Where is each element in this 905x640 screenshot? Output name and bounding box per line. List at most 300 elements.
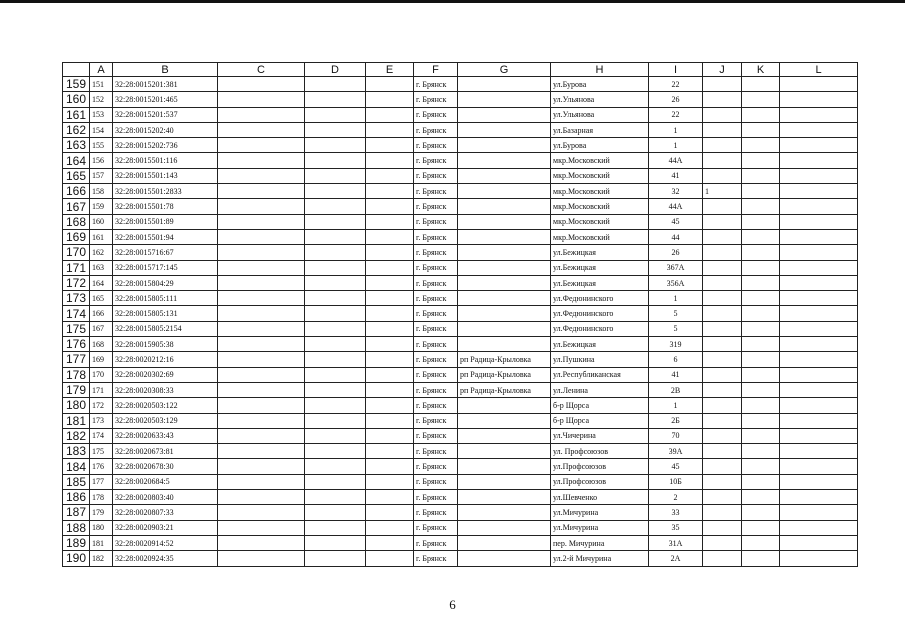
- cell-c[interactable]: [218, 275, 305, 290]
- cell-l[interactable]: [780, 199, 858, 214]
- cell-c[interactable]: [218, 122, 305, 137]
- row-number[interactable]: 185: [63, 474, 90, 489]
- cell-e[interactable]: [366, 382, 414, 397]
- cell-d[interactable]: [305, 321, 366, 336]
- cell-j[interactable]: [703, 382, 742, 397]
- cell-l[interactable]: [780, 275, 858, 290]
- cell-f[interactable]: г. Брянск: [414, 505, 458, 520]
- cell-g[interactable]: [458, 413, 551, 428]
- cell-l[interactable]: [780, 92, 858, 107]
- cell-g[interactable]: [458, 199, 551, 214]
- cell-f[interactable]: г. Брянск: [414, 138, 458, 153]
- row-number[interactable]: 161: [63, 107, 90, 122]
- cell-g[interactable]: [458, 535, 551, 550]
- cell-h[interactable]: б-р Щорса: [551, 398, 649, 413]
- cell-l[interactable]: [780, 229, 858, 244]
- cell-e[interactable]: [366, 245, 414, 260]
- cell-d[interactable]: [305, 77, 366, 92]
- cell-b[interactable]: 32:28:0015501:94: [113, 229, 218, 244]
- cell-e[interactable]: [366, 260, 414, 275]
- cell-a[interactable]: 163: [90, 260, 113, 275]
- cell-a[interactable]: 170: [90, 367, 113, 382]
- row-number[interactable]: 181: [63, 413, 90, 428]
- cell-j[interactable]: [703, 138, 742, 153]
- cell-e[interactable]: [366, 352, 414, 367]
- cell-l[interactable]: [780, 321, 858, 336]
- cell-j[interactable]: [703, 520, 742, 535]
- cell-c[interactable]: [218, 474, 305, 489]
- cell-a[interactable]: 153: [90, 107, 113, 122]
- cell-k[interactable]: [742, 92, 780, 107]
- cell-l[interactable]: [780, 245, 858, 260]
- cell-k[interactable]: [742, 245, 780, 260]
- cell-b[interactable]: 32:28:0020302:69: [113, 367, 218, 382]
- cell-c[interactable]: [218, 535, 305, 550]
- cell-k[interactable]: [742, 337, 780, 352]
- cell-k[interactable]: [742, 352, 780, 367]
- cell-k[interactable]: [742, 306, 780, 321]
- cell-k[interactable]: [742, 382, 780, 397]
- cell-b[interactable]: 32:28:0020924:35: [113, 551, 218, 566]
- cell-f[interactable]: г. Брянск: [414, 122, 458, 137]
- cell-i[interactable]: 45: [649, 214, 703, 229]
- cell-d[interactable]: [305, 306, 366, 321]
- row-number[interactable]: 166: [63, 184, 90, 199]
- column-header-f[interactable]: F: [414, 63, 458, 77]
- cell-k[interactable]: [742, 77, 780, 92]
- cell-f[interactable]: г. Брянск: [414, 260, 458, 275]
- cell-j[interactable]: [703, 428, 742, 443]
- cell-i[interactable]: 1: [649, 291, 703, 306]
- cell-g[interactable]: [458, 138, 551, 153]
- cell-a[interactable]: 157: [90, 168, 113, 183]
- cell-k[interactable]: [742, 122, 780, 137]
- cell-j[interactable]: [703, 168, 742, 183]
- cell-c[interactable]: [218, 153, 305, 168]
- cell-k[interactable]: [742, 474, 780, 489]
- cell-l[interactable]: [780, 520, 858, 535]
- cell-i[interactable]: 44А: [649, 199, 703, 214]
- cell-j[interactable]: [703, 107, 742, 122]
- row-number[interactable]: 160: [63, 92, 90, 107]
- cell-d[interactable]: [305, 428, 366, 443]
- cell-f[interactable]: г. Брянск: [414, 245, 458, 260]
- cell-b[interactable]: 32:28:0015804:29: [113, 275, 218, 290]
- cell-f[interactable]: г. Брянск: [414, 428, 458, 443]
- cell-a[interactable]: 169: [90, 352, 113, 367]
- cell-b[interactable]: 32:28:0020803:40: [113, 490, 218, 505]
- row-number[interactable]: 172: [63, 275, 90, 290]
- cell-i[interactable]: 2Б: [649, 413, 703, 428]
- cell-a[interactable]: 182: [90, 551, 113, 566]
- cell-l[interactable]: [780, 505, 858, 520]
- cell-h[interactable]: ул.Шевченко: [551, 490, 649, 505]
- cell-c[interactable]: [218, 352, 305, 367]
- cell-b[interactable]: 32:28:0020807:33: [113, 505, 218, 520]
- cell-l[interactable]: [780, 214, 858, 229]
- cell-k[interactable]: [742, 138, 780, 153]
- row-number[interactable]: 187: [63, 505, 90, 520]
- cell-h[interactable]: б-р Щорса: [551, 413, 649, 428]
- cell-k[interactable]: [742, 168, 780, 183]
- cell-f[interactable]: г. Брянск: [414, 367, 458, 382]
- cell-e[interactable]: [366, 107, 414, 122]
- cell-d[interactable]: [305, 229, 366, 244]
- cell-c[interactable]: [218, 413, 305, 428]
- cell-b[interactable]: 32:28:0015805:111: [113, 291, 218, 306]
- cell-b[interactable]: 32:28:0015501:89: [113, 214, 218, 229]
- cell-b[interactable]: 32:28:0015201:465: [113, 92, 218, 107]
- cell-i[interactable]: 367А: [649, 260, 703, 275]
- cell-k[interactable]: [742, 551, 780, 566]
- row-number[interactable]: 186: [63, 490, 90, 505]
- cell-d[interactable]: [305, 459, 366, 474]
- cell-a[interactable]: 179: [90, 505, 113, 520]
- cell-c[interactable]: [218, 77, 305, 92]
- cell-g[interactable]: рп Радица-Крыловка: [458, 367, 551, 382]
- cell-d[interactable]: [305, 474, 366, 489]
- cell-f[interactable]: г. Брянск: [414, 199, 458, 214]
- cell-l[interactable]: [780, 459, 858, 474]
- row-number[interactable]: 175: [63, 321, 90, 336]
- cell-f[interactable]: г. Брянск: [414, 474, 458, 489]
- cell-b[interactable]: 32:28:0015501:116: [113, 153, 218, 168]
- cell-h[interactable]: ул.Республиканская: [551, 367, 649, 382]
- cell-h[interactable]: ул.Профсоюзов: [551, 474, 649, 489]
- row-number[interactable]: 179: [63, 382, 90, 397]
- column-header-a[interactable]: A: [90, 63, 113, 77]
- cell-h[interactable]: мкр.Московский: [551, 229, 649, 244]
- cell-g[interactable]: [458, 306, 551, 321]
- cell-k[interactable]: [742, 490, 780, 505]
- cell-d[interactable]: [305, 444, 366, 459]
- cell-d[interactable]: [305, 168, 366, 183]
- cell-l[interactable]: [780, 184, 858, 199]
- cell-e[interactable]: [366, 153, 414, 168]
- cell-j[interactable]: [703, 459, 742, 474]
- cell-j[interactable]: [703, 321, 742, 336]
- cell-c[interactable]: [218, 229, 305, 244]
- cell-h[interactable]: мкр.Московский: [551, 184, 649, 199]
- cell-b[interactable]: 32:28:0015201:381: [113, 77, 218, 92]
- cell-d[interactable]: [305, 337, 366, 352]
- cell-f[interactable]: г. Брянск: [414, 398, 458, 413]
- cell-l[interactable]: [780, 306, 858, 321]
- cell-f[interactable]: г. Брянск: [414, 321, 458, 336]
- cell-a[interactable]: 181: [90, 535, 113, 550]
- cell-g[interactable]: [458, 337, 551, 352]
- cell-a[interactable]: 155: [90, 138, 113, 153]
- cell-f[interactable]: г. Брянск: [414, 535, 458, 550]
- row-number[interactable]: 184: [63, 459, 90, 474]
- cell-i[interactable]: 22: [649, 77, 703, 92]
- cell-l[interactable]: [780, 490, 858, 505]
- cell-k[interactable]: [742, 520, 780, 535]
- cell-h[interactable]: ул. Профсоюзов: [551, 444, 649, 459]
- cell-k[interactable]: [742, 398, 780, 413]
- cell-e[interactable]: [366, 459, 414, 474]
- cell-j[interactable]: [703, 505, 742, 520]
- cell-l[interactable]: [780, 352, 858, 367]
- cell-i[interactable]: 32: [649, 184, 703, 199]
- column-header-h[interactable]: H: [551, 63, 649, 77]
- cell-g[interactable]: [458, 214, 551, 229]
- cell-k[interactable]: [742, 459, 780, 474]
- cell-h[interactable]: ул.Профсоюзов: [551, 459, 649, 474]
- cell-e[interactable]: [366, 92, 414, 107]
- cell-f[interactable]: г. Брянск: [414, 153, 458, 168]
- cell-h[interactable]: ул.Мичурина: [551, 505, 649, 520]
- cell-f[interactable]: г. Брянск: [414, 184, 458, 199]
- cell-a[interactable]: 162: [90, 245, 113, 260]
- cell-c[interactable]: [218, 459, 305, 474]
- cell-g[interactable]: [458, 321, 551, 336]
- row-number[interactable]: 189: [63, 535, 90, 550]
- cell-b[interactable]: 32:28:0020633:43: [113, 428, 218, 443]
- cell-f[interactable]: г. Брянск: [414, 229, 458, 244]
- cell-l[interactable]: [780, 535, 858, 550]
- cell-h[interactable]: ул.Базарная: [551, 122, 649, 137]
- row-number[interactable]: 165: [63, 168, 90, 183]
- cell-e[interactable]: [366, 229, 414, 244]
- cell-g[interactable]: [458, 275, 551, 290]
- cell-i[interactable]: 41: [649, 367, 703, 382]
- cell-k[interactable]: [742, 184, 780, 199]
- cell-h[interactable]: ул.Бежицкая: [551, 245, 649, 260]
- cell-d[interactable]: [305, 138, 366, 153]
- cell-a[interactable]: 152: [90, 92, 113, 107]
- cell-g[interactable]: [458, 260, 551, 275]
- cell-i[interactable]: 39А: [649, 444, 703, 459]
- cell-i[interactable]: 44А: [649, 153, 703, 168]
- cell-a[interactable]: 156: [90, 153, 113, 168]
- cell-a[interactable]: 176: [90, 459, 113, 474]
- cell-g[interactable]: [458, 229, 551, 244]
- row-number[interactable]: 176: [63, 337, 90, 352]
- row-number[interactable]: 174: [63, 306, 90, 321]
- cell-c[interactable]: [218, 490, 305, 505]
- cell-c[interactable]: [218, 367, 305, 382]
- cell-g[interactable]: [458, 551, 551, 566]
- cell-h[interactable]: ул.Бежицкая: [551, 275, 649, 290]
- cell-e[interactable]: [366, 214, 414, 229]
- cell-c[interactable]: [218, 138, 305, 153]
- cell-b[interactable]: 32:28:0015805:131: [113, 306, 218, 321]
- cell-g[interactable]: [458, 398, 551, 413]
- cell-a[interactable]: 174: [90, 428, 113, 443]
- column-header-d[interactable]: D: [305, 63, 366, 77]
- cell-e[interactable]: [366, 122, 414, 137]
- cell-e[interactable]: [366, 291, 414, 306]
- cell-g[interactable]: [458, 122, 551, 137]
- cell-j[interactable]: 1: [703, 184, 742, 199]
- row-number[interactable]: 177: [63, 352, 90, 367]
- row-number[interactable]: 164: [63, 153, 90, 168]
- cell-l[interactable]: [780, 444, 858, 459]
- cell-h[interactable]: мкр.Московский: [551, 214, 649, 229]
- cell-g[interactable]: [458, 77, 551, 92]
- cell-c[interactable]: [218, 107, 305, 122]
- cell-g[interactable]: рп Радица-Крыловка: [458, 352, 551, 367]
- cell-i[interactable]: 356А: [649, 275, 703, 290]
- row-number[interactable]: 163: [63, 138, 90, 153]
- cell-k[interactable]: [742, 367, 780, 382]
- cell-e[interactable]: [366, 398, 414, 413]
- cell-c[interactable]: [218, 398, 305, 413]
- cell-b[interactable]: 32:28:0020308:33: [113, 382, 218, 397]
- cell-l[interactable]: [780, 138, 858, 153]
- cell-b[interactable]: 32:28:0015717:145: [113, 260, 218, 275]
- cell-i[interactable]: 10Б: [649, 474, 703, 489]
- cell-d[interactable]: [305, 245, 366, 260]
- cell-h[interactable]: ул.Бежицкая: [551, 337, 649, 352]
- cell-b[interactable]: 32:28:0020914:52: [113, 535, 218, 550]
- cell-e[interactable]: [366, 306, 414, 321]
- cell-b[interactable]: 32:28:0015201:537: [113, 107, 218, 122]
- row-number[interactable]: 183: [63, 444, 90, 459]
- corner-cell[interactable]: [63, 63, 90, 77]
- cell-c[interactable]: [218, 306, 305, 321]
- cell-h[interactable]: ул.Бурова: [551, 77, 649, 92]
- cell-b[interactable]: 32:28:0020212:16: [113, 352, 218, 367]
- cell-g[interactable]: [458, 428, 551, 443]
- cell-c[interactable]: [218, 428, 305, 443]
- cell-g[interactable]: [458, 520, 551, 535]
- cell-b[interactable]: 32:28:0015805:2154: [113, 321, 218, 336]
- cell-e[interactable]: [366, 444, 414, 459]
- cell-j[interactable]: [703, 551, 742, 566]
- cell-a[interactable]: 171: [90, 382, 113, 397]
- cell-c[interactable]: [218, 291, 305, 306]
- cell-a[interactable]: 173: [90, 413, 113, 428]
- cell-h[interactable]: ул.Пушкина: [551, 352, 649, 367]
- cell-e[interactable]: [366, 551, 414, 566]
- cell-h[interactable]: мкр.Московский: [551, 168, 649, 183]
- cell-j[interactable]: [703, 214, 742, 229]
- cell-f[interactable]: г. Брянск: [414, 337, 458, 352]
- cell-c[interactable]: [218, 337, 305, 352]
- cell-f[interactable]: г. Брянск: [414, 77, 458, 92]
- column-header-g[interactable]: G: [458, 63, 551, 77]
- cell-e[interactable]: [366, 184, 414, 199]
- cell-d[interactable]: [305, 122, 366, 137]
- cell-h[interactable]: пер. Мичурина: [551, 535, 649, 550]
- cell-j[interactable]: [703, 92, 742, 107]
- cell-l[interactable]: [780, 382, 858, 397]
- cell-h[interactable]: ул.Федюнинского: [551, 321, 649, 336]
- cell-f[interactable]: г. Брянск: [414, 275, 458, 290]
- cell-a[interactable]: 151: [90, 77, 113, 92]
- cell-d[interactable]: [305, 367, 366, 382]
- cell-f[interactable]: г. Брянск: [414, 352, 458, 367]
- cell-b[interactable]: 32:28:0020678:30: [113, 459, 218, 474]
- cell-j[interactable]: [703, 535, 742, 550]
- cell-a[interactable]: 158: [90, 184, 113, 199]
- cell-e[interactable]: [366, 535, 414, 550]
- cell-e[interactable]: [366, 77, 414, 92]
- cell-e[interactable]: [366, 168, 414, 183]
- cell-g[interactable]: [458, 474, 551, 489]
- cell-c[interactable]: [218, 92, 305, 107]
- cell-e[interactable]: [366, 428, 414, 443]
- cell-a[interactable]: 167: [90, 321, 113, 336]
- cell-i[interactable]: 1: [649, 122, 703, 137]
- cell-d[interactable]: [305, 520, 366, 535]
- cell-c[interactable]: [218, 184, 305, 199]
- cell-k[interactable]: [742, 444, 780, 459]
- cell-k[interactable]: [742, 214, 780, 229]
- cell-j[interactable]: [703, 260, 742, 275]
- cell-e[interactable]: [366, 490, 414, 505]
- cell-k[interactable]: [742, 428, 780, 443]
- cell-c[interactable]: [218, 551, 305, 566]
- cell-c[interactable]: [218, 382, 305, 397]
- cell-j[interactable]: [703, 77, 742, 92]
- row-number[interactable]: 159: [63, 77, 90, 92]
- cell-f[interactable]: г. Брянск: [414, 92, 458, 107]
- cell-k[interactable]: [742, 107, 780, 122]
- row-number[interactable]: 182: [63, 428, 90, 443]
- cell-d[interactable]: [305, 551, 366, 566]
- cell-f[interactable]: г. Брянск: [414, 382, 458, 397]
- cell-i[interactable]: 1: [649, 138, 703, 153]
- cell-g[interactable]: [458, 184, 551, 199]
- cell-l[interactable]: [780, 291, 858, 306]
- cell-c[interactable]: [218, 245, 305, 260]
- row-number[interactable]: 167: [63, 199, 90, 214]
- cell-c[interactable]: [218, 321, 305, 336]
- cell-i[interactable]: 22: [649, 107, 703, 122]
- cell-i[interactable]: 45: [649, 459, 703, 474]
- cell-d[interactable]: [305, 291, 366, 306]
- cell-l[interactable]: [780, 122, 858, 137]
- cell-g[interactable]: [458, 153, 551, 168]
- cell-a[interactable]: 172: [90, 398, 113, 413]
- cell-h[interactable]: ул.Мичурина: [551, 520, 649, 535]
- cell-d[interactable]: [305, 490, 366, 505]
- row-number[interactable]: 171: [63, 260, 90, 275]
- cell-e[interactable]: [366, 413, 414, 428]
- cell-l[interactable]: [780, 428, 858, 443]
- cell-h[interactable]: ул.Федюнинского: [551, 291, 649, 306]
- cell-h[interactable]: ул.Федюнинского: [551, 306, 649, 321]
- cell-c[interactable]: [218, 505, 305, 520]
- cell-e[interactable]: [366, 138, 414, 153]
- row-number[interactable]: 178: [63, 367, 90, 382]
- cell-d[interactable]: [305, 535, 366, 550]
- cell-b[interactable]: 32:28:0020684:5: [113, 474, 218, 489]
- cell-j[interactable]: [703, 352, 742, 367]
- cell-j[interactable]: [703, 306, 742, 321]
- cell-g[interactable]: [458, 92, 551, 107]
- cell-c[interactable]: [218, 520, 305, 535]
- row-number[interactable]: 190: [63, 551, 90, 566]
- cell-j[interactable]: [703, 122, 742, 137]
- cell-f[interactable]: г. Брянск: [414, 459, 458, 474]
- cell-g[interactable]: [458, 245, 551, 260]
- cell-h[interactable]: ул.Ульянова: [551, 92, 649, 107]
- cell-b[interactable]: 32:28:0020503:122: [113, 398, 218, 413]
- cell-l[interactable]: [780, 413, 858, 428]
- cell-b[interactable]: 32:28:0015501:143: [113, 168, 218, 183]
- cell-d[interactable]: [305, 352, 366, 367]
- cell-e[interactable]: [366, 505, 414, 520]
- cell-a[interactable]: 165: [90, 291, 113, 306]
- cell-i[interactable]: 319: [649, 337, 703, 352]
- cell-i[interactable]: 5: [649, 306, 703, 321]
- cell-i[interactable]: 26: [649, 245, 703, 260]
- column-header-c[interactable]: C: [218, 63, 305, 77]
